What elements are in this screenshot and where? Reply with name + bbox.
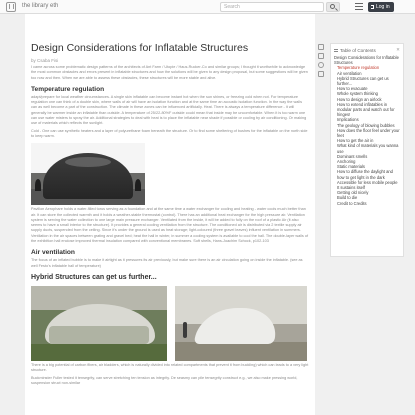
expand-icon[interactable] bbox=[318, 44, 324, 50]
toc-item[interactable]: How to diffuse the daylight and how to get light in the dark bbox=[337, 169, 393, 180]
section-heading-hybrid-structures: Hybrid Structures can get us further... bbox=[31, 273, 157, 281]
login-label: Log in bbox=[376, 4, 390, 10]
table-of-contents bbox=[330, 43, 404, 257]
top-bar bbox=[0, 0, 415, 14]
hybrid-tent-photo-left[interactable] bbox=[31, 286, 167, 361]
toc-item[interactable]: Anchoring bbox=[337, 159, 356, 165]
air-ventilation-paragraph: The focus of an inflated bubble is to make it airtight as it pressures its air previously, but make sure there is an air circulation going on inside the inflatable. (see as well Festo's inflatable hall of temperature) bbox=[31, 258, 303, 268]
toc-title: Table of Contents bbox=[340, 47, 376, 53]
cold-paragraph: Cold - One can use synthetic heaters and a layer of polyurethane foam beneath the structure. Or to find some sheltering of bushes for the inflatable on the north side to keep warm. bbox=[31, 128, 308, 138]
toc-item[interactable]: The geology of blowing bubbles bbox=[337, 122, 395, 128]
toc-item[interactable]: Accessible for less mobile people bbox=[337, 179, 398, 185]
list-icon bbox=[334, 49, 338, 52]
toc-item[interactable]: Build to die bbox=[337, 195, 358, 201]
toc-item[interactable]: How to get the air in bbox=[337, 138, 374, 144]
toc-item[interactable]: Temperature regulation bbox=[337, 65, 380, 71]
toc-item[interactable]: It sustains itself bbox=[337, 185, 365, 191]
login-icon bbox=[371, 5, 374, 9]
hamburger-menu-icon[interactable] bbox=[355, 3, 363, 11]
article bbox=[25, 14, 315, 415]
page-tools bbox=[318, 44, 326, 80]
search-input[interactable]: Search bbox=[220, 2, 324, 12]
search-button[interactable] bbox=[326, 2, 340, 12]
close-icon[interactable]: ✕ bbox=[396, 47, 400, 52]
bookmark-icon[interactable] bbox=[318, 53, 324, 59]
toc-header[interactable] bbox=[334, 47, 400, 53]
toc-item[interactable]: Credit to Credits bbox=[337, 200, 367, 206]
intro-paragraph: I came across some problematic design patterns of the architects of Ant Farm / Utopie / Haus-Rucker-Co and similar groups; I thought it worthwhile to acknowledge the most common obstacles and errors present in inflatable structures and how the solutions will be given to any design proposal, but some suggestions will be given too now and then. When we are able to assess these obstacles, these structures will be more stable and alive. bbox=[31, 65, 308, 80]
toc-item[interactable]: Design Considerations for Inflatable Structures bbox=[334, 55, 399, 66]
toc-list bbox=[334, 55, 400, 206]
temperature-paragraph: adapt/prepare for local weather circumstances. A single skin inflatable can become instant hot when the sun shines, or freezing cold when not. For temperature regulation one can think of a double skin, where walls of air will have an isolation function and at the same time an acoustic isolation function. In the way the walls can as well become a part of the construction. The climate in these zones can be influenced artificially. Heat. There is always a temperature difference - it will generally be warmer inside an inflatable than outside. A temperature of 25/22-80%F outside could mean that inside may be uncomfortable. When it is too warm one can use water misters to spray the air. Additional strategies to deal with heat is to place the inflatable near shade if possible or cooling by air conditioning. Or making use of materials which reflects the sunlight. bbox=[31, 94, 307, 126]
toc-item[interactable]: Hybrid Structures can get us further... bbox=[337, 75, 389, 87]
photo-caption: Pavillon Aerophare holds a water-filled torus serving as a foundation and at the same time a water exchanger for cooling and heating - water cools much better than air. It can store the collected warmth and it holds a weather-stable thermostat (control). There has an additional heat exchanger for the high pressure air. Ventilation system is serving the water collection to one large main pressure exchanger. Ventilated from the inside, it will be added to fully on the roof of a plastic Air (it also seems to have a small interior to the structure). It provides a general cooling ventilation from the structure. The conditioned air is distributed via 2 textile supply air supply ducts, suspended from the ceiling. Since it's under the ground is used as heat storage; light-coloured (three gravel leaves) influent ventilation in summers. Ventilation in the air spaces between grating and gravel bed; heat the hall in winter, in summer a cooling system is available to cool the hall. The double-layer walls of the exhibition hall enclose improved thermal insulation compared with conventional membranes. Soft shells, Hans-Joachim Schock, p102-103 bbox=[31, 207, 309, 244]
toc-item[interactable]: Whole system thinking bbox=[337, 91, 378, 97]
hybrid-tent-photo-right[interactable] bbox=[175, 286, 307, 361]
site-title[interactable]: the library eth bbox=[22, 3, 59, 9]
login-button[interactable] bbox=[368, 2, 394, 12]
hybrid-caption: There is a big potential of carbon fibers, air bladders, which is naturally divided into related compartments that prevent it from buckling) which can leads to a very light structure. bbox=[31, 362, 309, 373]
byline: by Csaba Fisi bbox=[31, 58, 59, 63]
toc-item[interactable]: Static materials bbox=[337, 164, 365, 170]
link-icon[interactable] bbox=[318, 62, 324, 68]
section-heading-temperature: Temperature regulation bbox=[31, 85, 105, 93]
section-heading-air-ventilation: Air ventilation bbox=[31, 249, 75, 257]
page-title: Design Considerations for Inflatable Structures bbox=[31, 42, 249, 54]
dome-photo[interactable] bbox=[31, 143, 145, 205]
toc-item[interactable]: Air ventilation bbox=[337, 70, 362, 76]
toc-item[interactable]: How to extend inflatables in modular parts and watch out for hinges! bbox=[337, 101, 395, 118]
search-icon bbox=[330, 4, 335, 9]
toc-item[interactable]: How to design an airlock bbox=[337, 96, 382, 102]
toc-item[interactable]: How does the floor feel under your feet bbox=[337, 127, 400, 139]
toc-item[interactable]: Getting old nicely bbox=[337, 190, 369, 196]
library-logo-icon[interactable] bbox=[6, 2, 16, 12]
toc-item[interactable]: How to evacuate bbox=[337, 86, 368, 92]
toc-item[interactable]: Implications bbox=[337, 117, 359, 123]
edit-icon[interactable] bbox=[318, 71, 324, 77]
toc-item[interactable]: Dominant smells bbox=[337, 153, 368, 159]
toc-item[interactable]: What kind of materials you wanna use bbox=[337, 143, 399, 154]
tensegrity-paragraph: Buckminster Fuller tested it tensegrity, can serve stretching ten tension as integrity. De seasmy can pile tensegrity construct e.g., we also make pressing world, suspension struct non-similar bbox=[31, 375, 298, 385]
